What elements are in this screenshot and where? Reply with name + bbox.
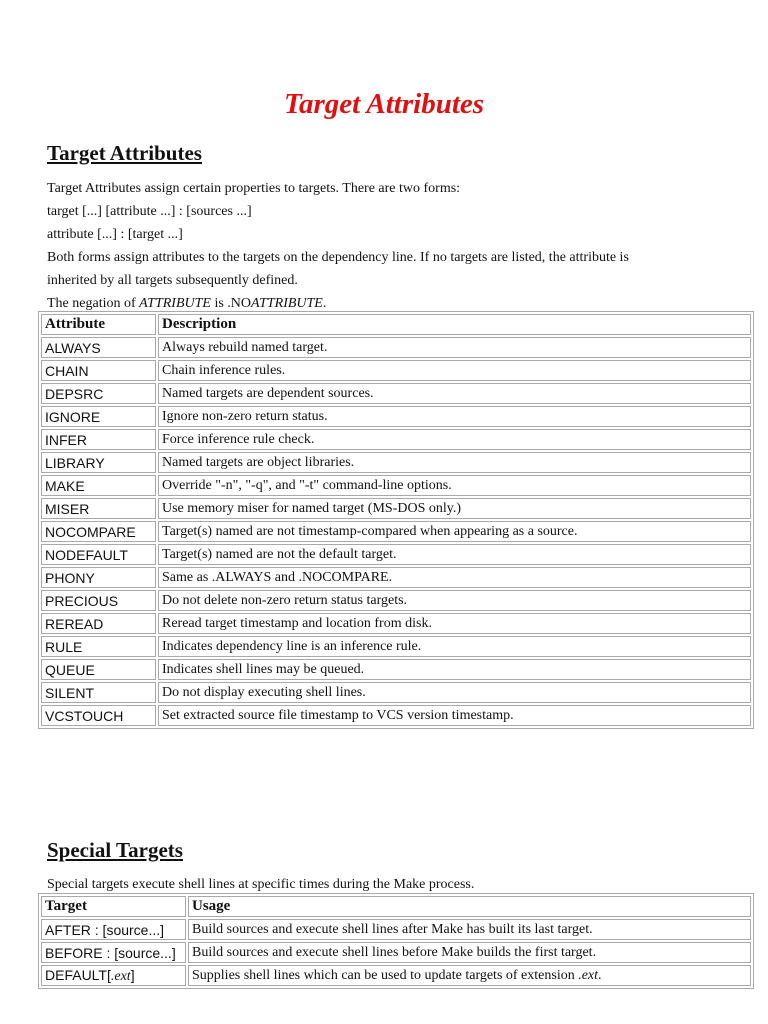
attribute-name: PHONY — [41, 567, 156, 588]
table-row — [41, 475, 751, 496]
table-row — [41, 942, 751, 963]
attribute-name: INFER — [41, 429, 156, 450]
table-row — [41, 965, 751, 986]
syntax-form-1: target [...] [attribute ...] : [sources ...] — [47, 204, 252, 219]
special-targets-table — [38, 893, 754, 989]
attribute-name: ALWAYS — [41, 337, 156, 358]
attribute-name: SILENT — [41, 682, 156, 703]
attribute-name: PRECIOUS — [41, 590, 156, 611]
column-header: Target — [41, 896, 186, 917]
attribute-description: Ignore non-zero return status. — [158, 406, 751, 427]
table-row — [41, 360, 751, 381]
extension-placeholder: .ext — [110, 968, 131, 984]
attribute-name: RULE — [41, 636, 156, 657]
negation-suffix: . — [322, 296, 327, 311]
attribute-name: CHAIN — [41, 360, 156, 381]
negation-term: ATTRIBUTE — [139, 296, 211, 311]
attribute-description: Force inference rule check. — [158, 429, 751, 450]
table-row — [41, 406, 751, 427]
table-row — [41, 383, 751, 404]
section-heading-attributes: Target Attributes — [47, 141, 202, 165]
attribute-description: Indicates dependency line is an inference rule. — [158, 636, 751, 657]
negation-note — [47, 296, 326, 312]
attribute-name: VCSTOUCH — [41, 705, 156, 726]
table-row — [41, 705, 751, 726]
section-heading-special-targets: Special Targets — [47, 838, 183, 862]
table-row — [41, 590, 751, 611]
attribute-description: Named targets are object libraries. — [158, 452, 751, 473]
table-header-row — [41, 896, 751, 917]
attribute-name: DEPSRC — [41, 383, 156, 404]
target-text: DEFAULT[ — [45, 966, 111, 983]
attribute-description: Always rebuild named target. — [158, 337, 751, 358]
attribute-description: Reread target timestamp and location from disk. — [158, 613, 751, 634]
usage-text: . — [598, 967, 602, 983]
table-row — [41, 521, 751, 542]
target-text: ] — [130, 966, 135, 983]
table-row — [41, 919, 751, 940]
special-target-usage: Build sources and execute shell lines after Make has built its last target. — [188, 919, 751, 940]
attribute-name: MISER — [41, 498, 156, 519]
column-header: Usage — [188, 896, 751, 917]
attribute-name: REREAD — [41, 613, 156, 634]
negation-term: ATTRIBUTE — [251, 296, 323, 311]
attribute-description: Target(s) named are not timestamp-compared when appearing as a source. — [158, 521, 751, 542]
table-row — [41, 429, 751, 450]
table-row — [41, 613, 751, 634]
page-title: Target Attributes — [283, 88, 485, 120]
attribute-name: QUEUE — [41, 659, 156, 680]
intro-line: inherited by all targets subsequently defined. — [47, 273, 298, 288]
table-row — [41, 567, 751, 588]
attribute-name: NODEFAULT — [41, 544, 156, 565]
usage-text: Supplies shell lines which can be used to update targets of extension — [192, 967, 579, 983]
attribute-description: Named targets are dependent sources. — [158, 383, 751, 404]
special-target-usage: Build sources and execute shell lines before Make builds the first target. — [188, 942, 751, 963]
attribute-name: IGNORE — [41, 406, 156, 427]
attribute-name: MAKE — [41, 475, 156, 496]
table-row — [41, 659, 751, 680]
table-row — [41, 544, 751, 565]
special-target-name: BEFORE : [source...] — [41, 942, 186, 963]
table-row — [41, 337, 751, 358]
attributes-table — [38, 311, 754, 729]
attribute-description: Chain inference rules. — [158, 360, 751, 381]
negation-prefix: The negation of — [47, 296, 140, 311]
attribute-name: NOCOMPARE — [41, 521, 156, 542]
special-target-name: AFTER : [source...] — [41, 919, 186, 940]
table-row — [41, 636, 751, 657]
attribute-name: LIBRARY — [41, 452, 156, 473]
attribute-description: Do not display executing shell lines. — [158, 682, 751, 703]
special-target-usage — [188, 965, 751, 986]
extension-placeholder: .ext — [578, 967, 599, 983]
special-target-name — [41, 965, 186, 986]
attribute-description: Set extracted source file timestamp to VCS version timestamp. — [158, 705, 751, 726]
table-row — [41, 498, 751, 519]
attribute-description: Override "-n", "-q", and "-t" command-line options. — [158, 475, 751, 496]
attribute-description: Do not delete non-zero return status targets. — [158, 590, 751, 611]
special-intro: Special targets execute shell lines at specific times during the Make process. — [47, 877, 475, 892]
table-row — [41, 452, 751, 473]
negation-middle: is .NO — [210, 296, 252, 311]
intro-line: Target Attributes assign certain properties to targets. There are two forms: — [47, 181, 461, 196]
column-header: Attribute — [41, 314, 156, 335]
column-header: Description — [158, 314, 751, 335]
table-row — [41, 682, 751, 703]
attribute-description: Indicates shell lines may be queued. — [158, 659, 751, 680]
attribute-description: Use memory miser for named target (MS-DOS only.) — [158, 498, 751, 519]
attribute-description: Same as .ALWAYS and .NOCOMPARE. — [158, 567, 751, 588]
table-header-row — [41, 314, 751, 335]
intro-line: Both forms assign attributes to the targets on the dependency line. If no targets are listed, the attribute is — [47, 250, 629, 265]
syntax-form-2: attribute [...] : [target ...] — [47, 227, 183, 242]
attribute-description: Target(s) named are not the default target. — [158, 544, 751, 565]
